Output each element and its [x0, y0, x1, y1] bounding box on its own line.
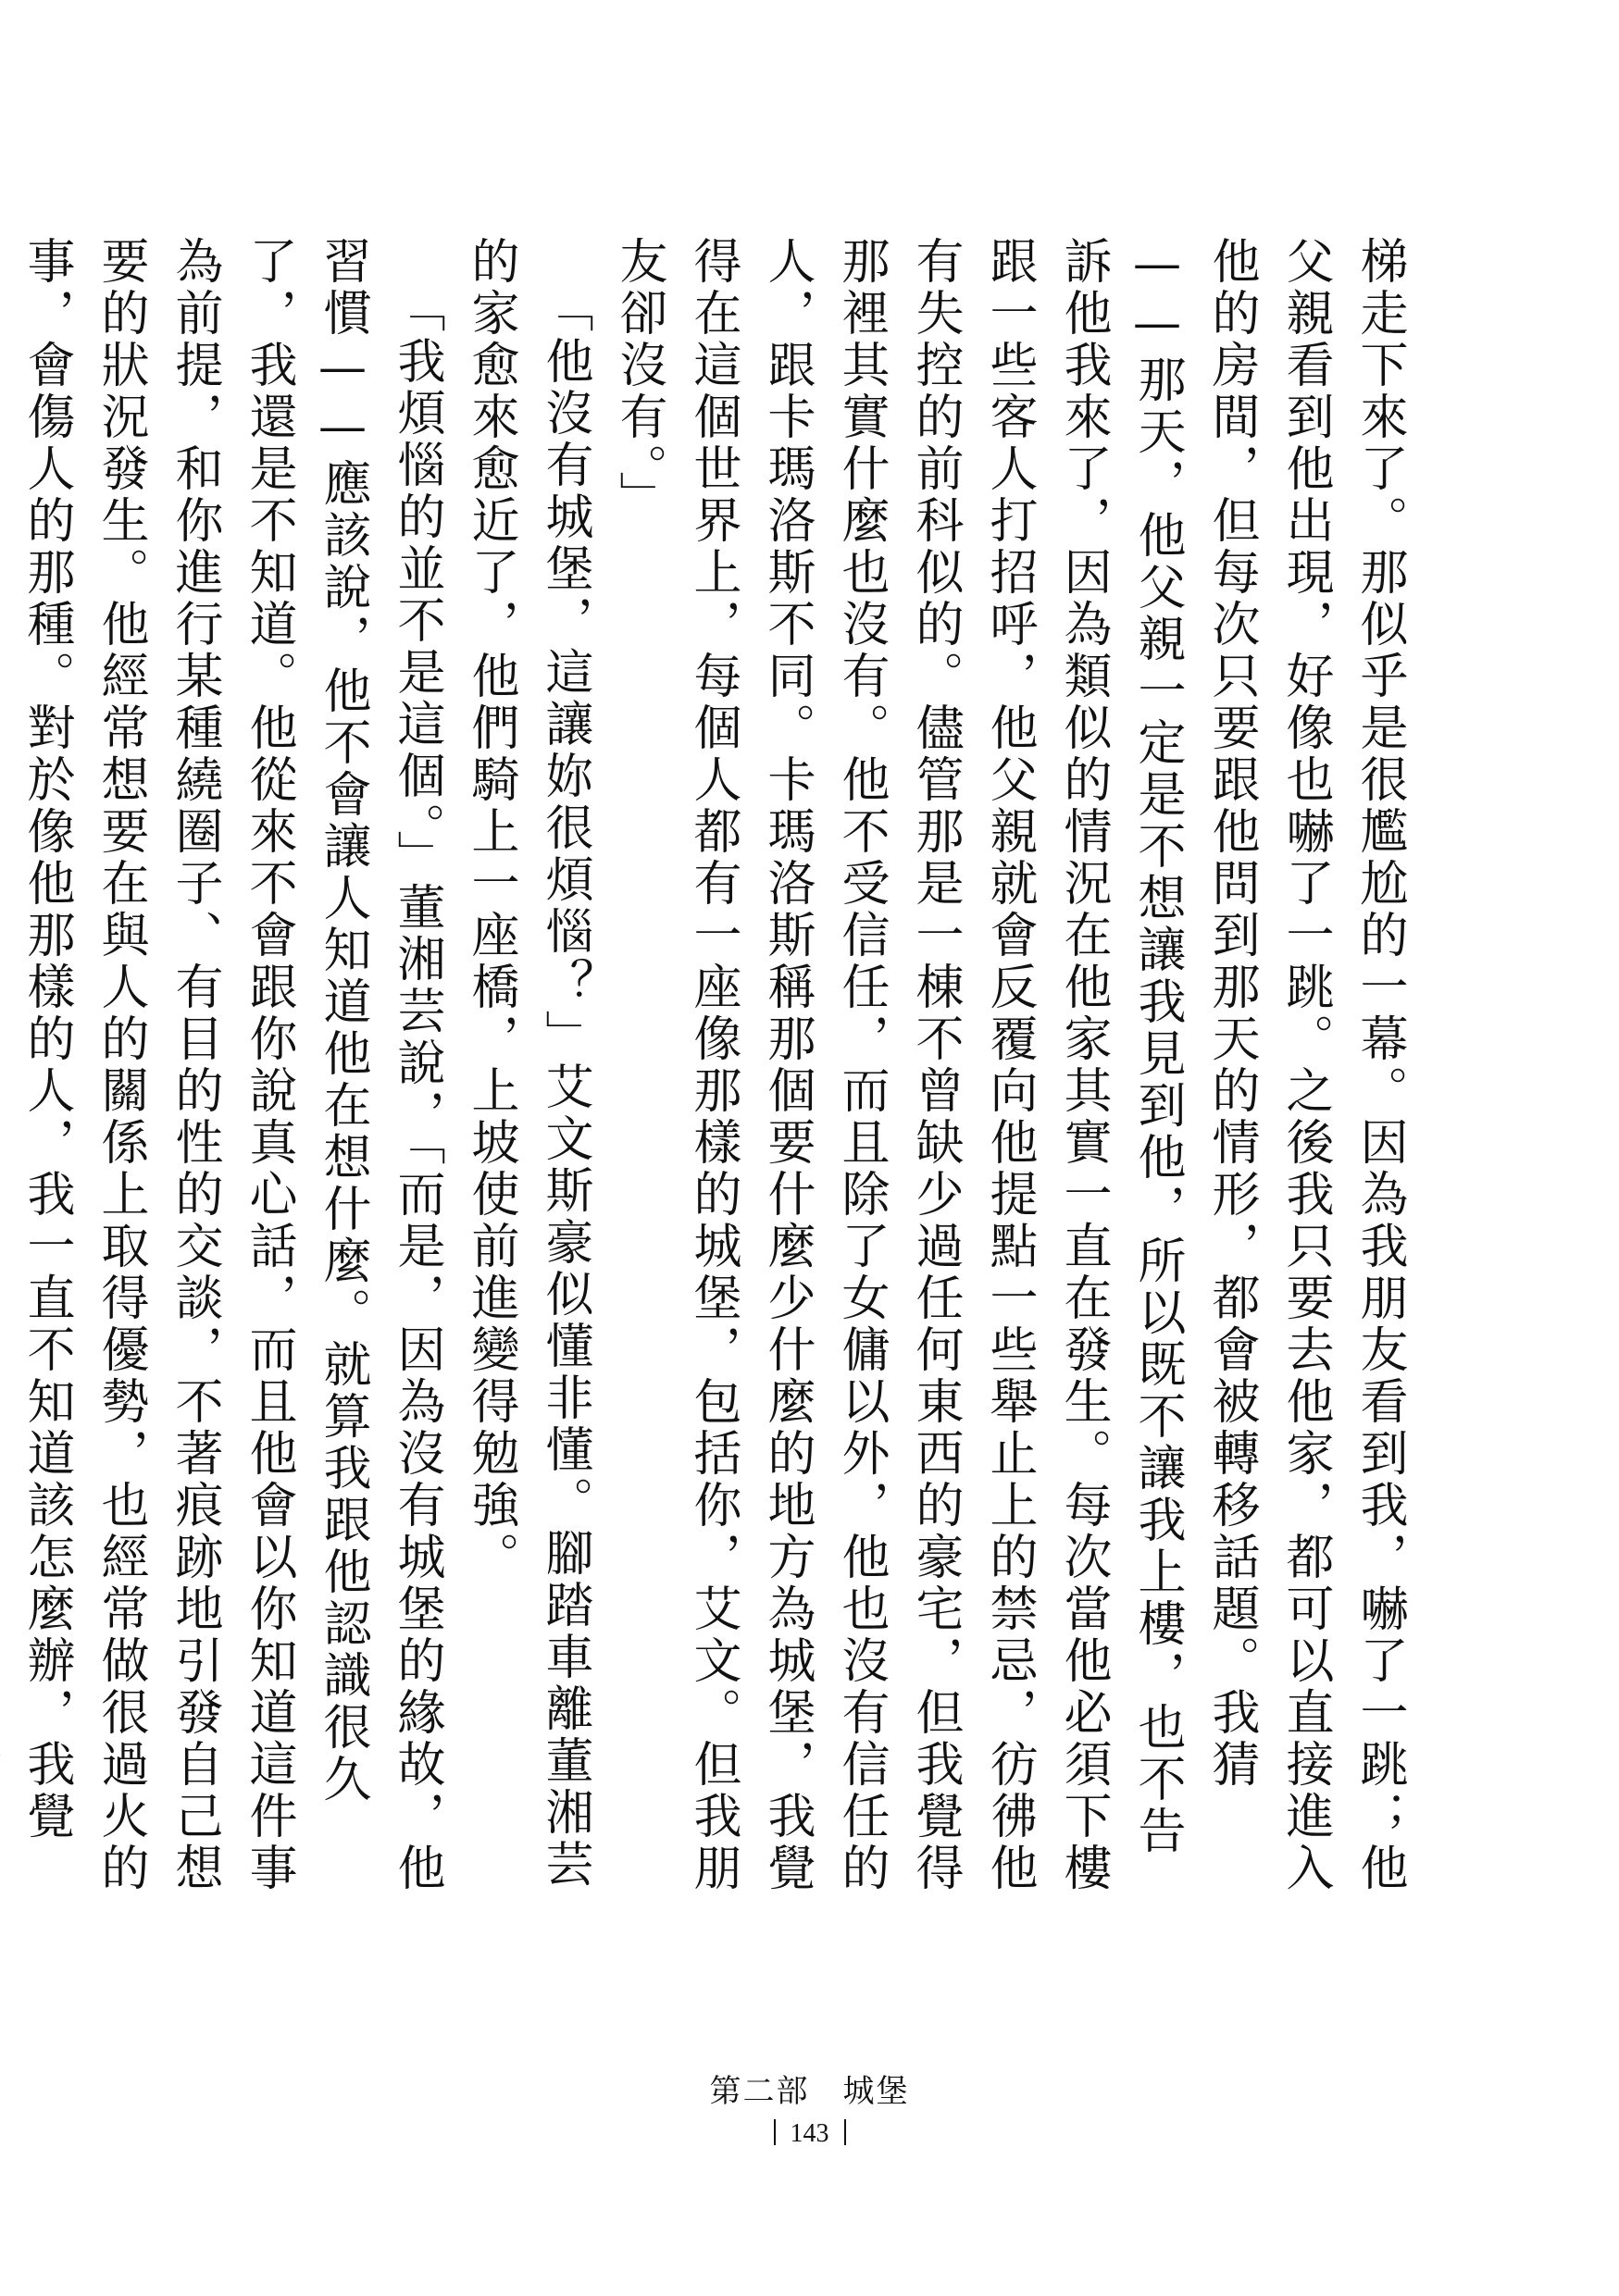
paragraph-2: 「他沒有城堡，這讓妳很煩惱？」艾文斯豪似懂非懂。腳踏車離董湘芸的家愈來愈近了，他們騎上一座橋，上坡使前進變得勉強。 — [463, 236, 592, 1891]
page-number-footer — [0, 2119, 1619, 2149]
paragraph-3: 「我煩惱的並不是這個。」董湘芸說，「而是，因為沒有城堡的緣故，他習慣——應該說，他不會讓人知道他在想什麼。就算我跟他認識很久了，我還是不知道。他從來不會跟你說真心話，而且他會以你知道這件事為前提，和你進行某種繞圈子、有目的性的交談，不著痕跡地引發自己想要的狀況發生。他經常想要在與人的關係上取得優勢，也經常做很過火的事，會傷人的那種。對於像他那樣的人，我一直不知道該怎麼辦，我覺 — [19, 236, 444, 1894]
paragraph-1: 梯走下來了。那似乎是很尷尬的一幕。因為我朋友看到我，嚇了一跳；他父親看到他出現，好像也嚇了一跳。之後我只要去他家，都可以直接進入他的房間，但每次只要跟他問到那天的情形，都會被轉移話題。我猜——那天，他父親一定是不想讓我見到他，所以既不讓我上樓，也不告訴他我來了，因為類似的情況在他家其實一直在發生。每次當他必須下樓跟一些客人打招呼，他父親就會反覆向他提點一些舉止上的禁忌，彷彿他有失控的前科似的。儘管那是一棟不曾缺少過任何東西的豪宅，但我覺得那裡其實什麼也沒有。他不受信任，而且除了女傭以外，他也沒有信任的人，跟卡瑪洛斯不同。卡瑪洛斯稱那個要什麼少什麼的地方為城堡，我覺得在這個世界上，每個人都有一座像那樣的城堡，包括你，艾文。但我朋友卻沒有。」 — [611, 236, 1407, 1894]
page-number-right-bar — [844, 2119, 846, 2145]
page-number: 143 — [790, 2119, 829, 2148]
page-number-left-bar — [774, 2119, 776, 2145]
vertical-body-text — [19, 236, 1416, 1902]
running-footer-section-title: 第二部 城堡 — [709, 2075, 910, 2109]
